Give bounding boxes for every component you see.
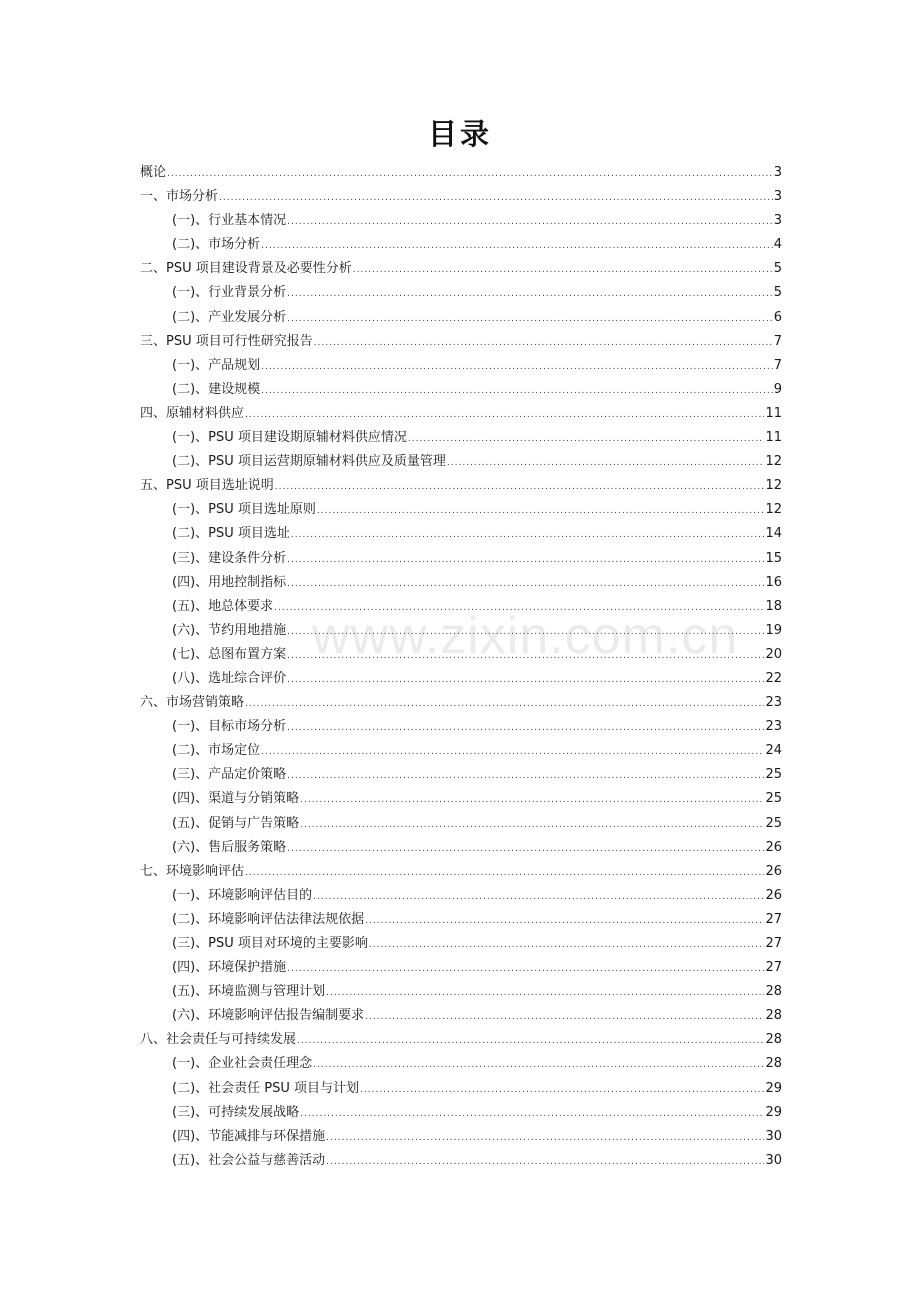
toc-dot-leader xyxy=(261,379,773,403)
table-of-contents xyxy=(140,161,782,1173)
toc-entry-label: (一)、目标市场分析 xyxy=(172,719,287,735)
toc-entry-label: 七、环境影响评估 xyxy=(140,863,245,879)
toc-dot-leader xyxy=(353,258,773,282)
toc-dot-leader xyxy=(313,1053,764,1077)
toc-entry[interactable] xyxy=(140,233,782,257)
toc-entry-label: 三、PSU 项目可行性研究报告 xyxy=(140,333,313,349)
toc-entry-label: (四)、节能减排与环保措施 xyxy=(172,1128,326,1144)
toc-page-number: 3 xyxy=(773,165,782,180)
toc-entry-label: 五、PSU 项目选址说明 xyxy=(140,478,274,494)
toc-page-number: 15 xyxy=(765,550,782,566)
toc-dot-leader xyxy=(287,716,764,740)
toc-entry-label: (二)、市场分析 xyxy=(172,237,261,253)
toc-page-number: 29 xyxy=(765,1104,782,1120)
toc-entry[interactable] xyxy=(140,1125,782,1149)
toc-dot-leader xyxy=(287,764,764,788)
toc-dot-leader xyxy=(300,788,764,812)
toc-dot-leader xyxy=(300,813,764,837)
toc-dot-leader xyxy=(245,861,764,885)
toc-entry-label: 八、社会责任与可持续发展 xyxy=(140,1032,297,1048)
toc-entry-label: (一)、行业基本情况 xyxy=(172,213,287,229)
toc-entry-label: (三)、产品定价策略 xyxy=(172,767,287,783)
toc-entry[interactable] xyxy=(140,932,782,956)
toc-entry-label: (四)、用地控制指标 xyxy=(172,574,287,590)
toc-page-number: 5 xyxy=(773,261,782,277)
toc-page-number: 7 xyxy=(773,357,782,373)
toc-entry-label: (二)、社会责任 PSU 项目与计划 xyxy=(172,1080,360,1096)
toc-entry-label: 概论 xyxy=(140,165,167,180)
toc-dot-leader xyxy=(274,596,764,620)
toc-dot-leader xyxy=(287,307,773,331)
toc-dot-leader xyxy=(365,1005,764,1029)
toc-entry-label: 四、原辅材料供应 xyxy=(140,405,245,421)
toc-entry[interactable] xyxy=(140,426,782,450)
toc-entry[interactable] xyxy=(140,619,782,643)
toc-page-number: 30 xyxy=(765,1128,782,1144)
toc-entry[interactable] xyxy=(140,908,782,932)
toc-entry-label: (四)、环境保护措施 xyxy=(172,960,287,976)
toc-entry-label: (一)、环境影响评估目的 xyxy=(172,887,313,903)
toc-entry[interactable] xyxy=(140,281,782,305)
toc-dot-leader xyxy=(275,475,765,499)
toc-dot-leader xyxy=(313,885,764,909)
toc-dot-leader xyxy=(326,1150,764,1174)
toc-entry[interactable] xyxy=(140,1149,782,1173)
toc-dot-leader xyxy=(326,1126,764,1150)
toc-entry[interactable] xyxy=(140,715,782,739)
toc-entry[interactable] xyxy=(140,209,782,233)
toc-dot-leader xyxy=(291,523,765,547)
toc-page-number: 25 xyxy=(765,791,782,807)
toc-entry[interactable] xyxy=(140,1004,782,1028)
toc-entry[interactable] xyxy=(140,595,782,619)
toc-entry-label: (一)、PSU 项目选址原则 xyxy=(172,502,316,518)
toc-entry-label: 六、市场营销策略 xyxy=(140,695,245,711)
toc-entry[interactable] xyxy=(140,739,782,763)
toc-entry[interactable] xyxy=(140,884,782,908)
toc-dot-leader xyxy=(287,957,764,981)
toc-dot-leader xyxy=(287,572,764,596)
toc-page-number: 29 xyxy=(765,1080,782,1096)
toc-entry-label: (二)、市场定位 xyxy=(172,743,261,759)
toc-dot-leader xyxy=(360,1078,764,1102)
toc-page-number: 11 xyxy=(765,405,782,421)
toc-entry-label: (五)、地总体要求 xyxy=(172,598,274,614)
toc-entry[interactable] xyxy=(140,812,782,836)
toc-entry-label: (一)、企业社会责任理念 xyxy=(172,1056,313,1072)
toc-page-number: 22 xyxy=(765,670,782,686)
toc-entry[interactable] xyxy=(140,667,782,691)
toc-page-number: 25 xyxy=(765,815,782,831)
toc-dot-leader xyxy=(219,186,773,210)
toc-page-number: 30 xyxy=(765,1152,782,1168)
toc-entry[interactable] xyxy=(140,522,782,546)
toc-page-number: 12 xyxy=(765,454,782,470)
toc-entry-label: 二、PSU 项目建设背景及必要性分析 xyxy=(140,261,352,277)
toc-entry[interactable] xyxy=(140,185,782,209)
toc-page-number: 26 xyxy=(765,887,782,903)
toc-entry[interactable] xyxy=(140,1101,782,1125)
toc-dot-leader xyxy=(245,692,764,716)
toc-page-number: 6 xyxy=(773,309,782,325)
toc-page-number: 28 xyxy=(765,1056,782,1072)
toc-entry[interactable] xyxy=(140,980,782,1004)
toc-page-number: 23 xyxy=(765,719,782,735)
toc-page-number: 5 xyxy=(773,285,782,301)
toc-dot-leader xyxy=(287,668,764,692)
toc-page-number: 4 xyxy=(773,237,782,253)
toc-entry-label: (六)、售后服务策略 xyxy=(172,839,287,855)
toc-page-number: 26 xyxy=(765,863,782,879)
toc-entry-label: (三)、PSU 项目对环境的主要影响 xyxy=(172,936,368,951)
toc-dot-leader xyxy=(408,427,765,451)
watermark: www.zixin.com.cn xyxy=(312,607,739,665)
toc-dot-leader xyxy=(261,234,773,258)
toc-entry-label: (三)、可持续发展战略 xyxy=(172,1104,300,1120)
toc-dot-leader xyxy=(365,909,764,933)
toc-entry-label: (二)、PSU 项目运营期原辅材料供应及质量管理 xyxy=(172,454,446,470)
toc-entry[interactable] xyxy=(140,956,782,980)
toc-dot-leader xyxy=(447,451,765,475)
toc-dot-leader xyxy=(287,837,764,861)
toc-entry[interactable] xyxy=(140,763,782,787)
toc-page-number: 19 xyxy=(765,622,782,638)
toc-page-number: 12 xyxy=(765,478,782,494)
toc-entry-label: (一)、PSU 项目建设期原辅材料供应情况 xyxy=(172,430,407,446)
toc-entry-label: (七)、总图布置方案 xyxy=(172,646,287,662)
toc-dot-leader xyxy=(287,210,773,234)
toc-entry-label: (二)、产业发展分析 xyxy=(172,309,287,325)
toc-entry[interactable] xyxy=(140,860,782,884)
toc-entry[interactable] xyxy=(140,257,782,281)
toc-entry[interactable] xyxy=(140,571,782,595)
toc-dot-leader xyxy=(314,331,773,355)
toc-entry[interactable] xyxy=(140,498,782,522)
toc-entry[interactable] xyxy=(140,474,782,498)
toc-dot-leader xyxy=(287,644,764,668)
toc-entry[interactable] xyxy=(140,1077,782,1101)
toc-page-number: 28 xyxy=(765,984,782,1000)
toc-page-number: 9 xyxy=(773,381,782,397)
toc-dot-leader xyxy=(317,499,765,523)
toc-entry-label: (五)、促销与广告策略 xyxy=(172,815,300,831)
toc-page-number: 3 xyxy=(773,189,782,205)
toc-page-number: 28 xyxy=(765,1032,782,1048)
toc-entry[interactable] xyxy=(140,378,782,402)
toc-page-number: 25 xyxy=(765,767,782,783)
toc-page-number: 7 xyxy=(773,333,782,349)
toc-entry-label: (五)、社会公益与慈善活动 xyxy=(172,1152,326,1168)
toc-entry[interactable] xyxy=(140,161,782,185)
toc-entry-label: (一)、行业背景分析 xyxy=(172,285,287,301)
toc-page-number: 14 xyxy=(765,526,782,542)
toc-page-number: 23 xyxy=(765,695,782,711)
toc-entry[interactable] xyxy=(140,354,782,378)
toc-page-number: 20 xyxy=(765,646,782,662)
toc-page-number: 27 xyxy=(765,911,782,927)
toc-page-number: 24 xyxy=(765,743,782,759)
toc-page-number: 27 xyxy=(765,960,782,976)
toc-entry-label: (五)、环境监测与管理计划 xyxy=(172,984,326,1000)
toc-entry[interactable] xyxy=(140,450,782,474)
toc-page-number: 3 xyxy=(773,213,782,229)
toc-dot-leader xyxy=(245,403,764,427)
toc-dot-leader xyxy=(326,981,764,1005)
toc-entry[interactable] xyxy=(140,643,782,667)
toc-entry[interactable] xyxy=(140,330,782,354)
toc-page-number: 16 xyxy=(765,574,782,590)
toc-entry[interactable] xyxy=(140,787,782,811)
toc-dot-leader xyxy=(261,740,764,764)
toc-entry-label: (二)、环境影响评估法律法规依据 xyxy=(172,911,365,927)
page-title: 目录 xyxy=(427,117,492,151)
toc-entry-label: (八)、选址综合评价 xyxy=(172,670,287,686)
toc-page-number: 28 xyxy=(765,1008,782,1024)
toc-dot-leader xyxy=(287,620,764,644)
toc-entry-label: (一)、产品规划 xyxy=(172,357,261,373)
toc-dot-leader xyxy=(369,933,765,957)
toc-entry[interactable] xyxy=(140,547,782,571)
toc-dot-leader xyxy=(287,282,773,306)
toc-page-number: 26 xyxy=(765,839,782,855)
toc-entry-label: (四)、渠道与分销策略 xyxy=(172,791,300,807)
toc-page-number: 27 xyxy=(765,936,782,951)
toc-entry[interactable] xyxy=(140,1028,782,1052)
toc-entry-label: (六)、节约用地措施 xyxy=(172,622,287,638)
toc-entry-label: 一、市场分析 xyxy=(140,189,219,205)
toc-page-number: 12 xyxy=(765,502,782,518)
toc-entry[interactable] xyxy=(140,836,782,860)
toc-dot-leader xyxy=(300,1102,764,1126)
toc-entry[interactable] xyxy=(140,402,782,426)
toc-entry-label: (六)、环境影响评估报告编制要求 xyxy=(172,1008,365,1024)
toc-entry[interactable] xyxy=(140,306,782,330)
toc-dot-leader xyxy=(261,355,773,379)
toc-entry-label: (三)、建设条件分析 xyxy=(172,550,287,566)
toc-entry-label: (二)、PSU 项目选址 xyxy=(172,526,290,542)
toc-dot-leader xyxy=(167,162,773,186)
toc-entry[interactable] xyxy=(140,691,782,715)
toc-dot-leader xyxy=(297,1029,764,1053)
toc-entry-label: (二)、建设规模 xyxy=(172,381,261,397)
toc-page-number: 18 xyxy=(765,598,782,614)
toc-entry[interactable] xyxy=(140,1052,782,1076)
toc-dot-leader xyxy=(287,548,764,572)
toc-page-number: 11 xyxy=(765,430,782,446)
